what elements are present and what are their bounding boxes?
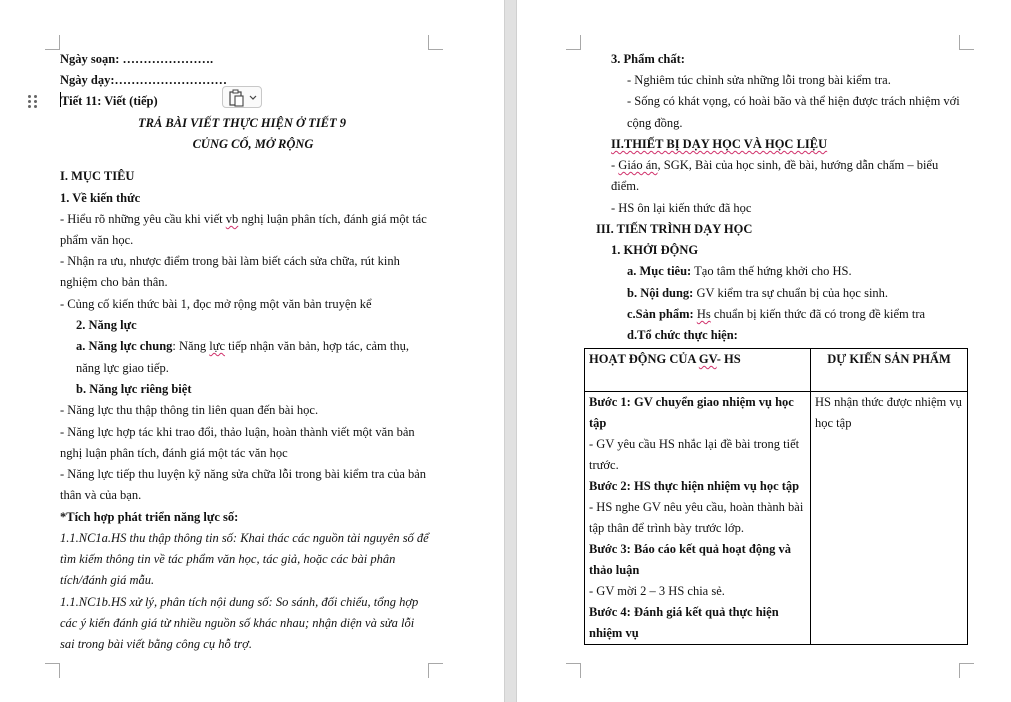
doc-title-2: CỦNG CỐ, MỞ RỘNG xyxy=(192,137,314,151)
product-text: HS nhận thức được nhiệm vụ học tập xyxy=(815,395,962,430)
margin-mark-bl xyxy=(45,663,60,678)
table-header-row xyxy=(585,349,968,392)
table-row xyxy=(585,392,968,645)
ngay-soan: Ngày soạn: …………………. xyxy=(60,52,214,66)
left-page[interactable] xyxy=(0,0,504,702)
step-4: Bước 4: Đánh giá kết quả thực hiện nhiệm vụ xyxy=(589,605,779,640)
margin-mark-br xyxy=(428,663,443,678)
text-line: cộng đồng. xyxy=(627,116,683,130)
paste-options-icon xyxy=(223,87,263,109)
heading-pham-chat: 3. Phẩm chất: xyxy=(611,52,685,66)
heading-nang-luc-rieng: b. Năng lực riêng biệt xyxy=(76,382,192,396)
margin-mark-tl xyxy=(45,35,60,50)
heading-muc-tieu: I. MỤC TIÊU xyxy=(60,169,135,183)
text-line: - Năng lực thu thập thông tin liên quan đến bài học. xyxy=(60,403,319,417)
text-line: nghiệm cho bản thân. xyxy=(60,275,168,289)
step-1: Bước 1: GV chuyển giao nhiệm vụ học tập xyxy=(589,395,794,430)
lesson-title: Tiết 11: Viết (tiếp) xyxy=(61,94,158,108)
text-line: - Hiểu rõ những yêu cầu khi viết vb nghị luận phân tích, đánh giá một tác xyxy=(60,212,427,226)
text-line: - Củng cố kiến thức bài 1, đọc mở rộng một văn bản truyện kể xyxy=(60,297,372,311)
text-line: sai trong bài viết bằng công cụ hỗ trợ. xyxy=(60,637,252,651)
text-line: a. Năng lực chung: Năng lực tiếp nhận văn bản, hợp tác, cảm thụ, xyxy=(76,339,409,353)
heading-khoi-dong: 1. KHỞI ĐỘNG xyxy=(611,243,699,257)
header-cell-product[interactable]: DỰ KIẾN SẢN PHẨM xyxy=(811,349,968,392)
text-line: tích/đánh giá mẫu. xyxy=(60,573,155,587)
header-cell-activity[interactable]: HOẠT ĐỘNG CỦA GV- HS xyxy=(585,349,811,392)
heading-tich-hop: *Tích hợp phát triển năng lực số: xyxy=(60,510,239,524)
ngay-day: Ngày dạy:……………………… xyxy=(60,73,228,87)
text-line: c.Sản phẩm: Hs chuẩn bị kiến thức đã có trong đề kiểm tra xyxy=(627,307,926,321)
heading-thiet-bi: II.THIẾT BỊ DẠY HỌC VÀ HỌC LIỆU xyxy=(611,137,828,151)
margin-mark-tr xyxy=(959,35,974,50)
paste-options-button[interactable] xyxy=(222,86,262,108)
step-2: Bước 2: HS thực hiện nhiệm vụ học tập xyxy=(589,479,800,493)
heading-to-chuc: d.Tổ chức thực hiện: xyxy=(627,328,738,342)
heading-tien-trinh: III. TIẾN TRÌNH DẠY HỌC xyxy=(596,222,753,236)
table-cell-product[interactable] xyxy=(811,392,968,645)
margin-mark-bl xyxy=(566,663,581,678)
text-line: - Năng lực hợp tác khi trao đổi, thảo luận, hoàn thành viết một văn bản xyxy=(60,425,415,439)
chevron-down-icon xyxy=(250,96,256,99)
text-line: - Sống có khát vọng, có hoài bão và thể hiện được trách nhiệm với xyxy=(627,94,960,108)
page-gap xyxy=(504,0,517,702)
heading-nang-luc: 2. Năng lực xyxy=(76,318,137,332)
text-line: b. Nội dung: GV kiểm tra sự chuẩn bị của học sinh. xyxy=(627,286,889,300)
step-2-text: - HS nghe GV nêu yêu cầu, hoàn thành bài tập thân để trình bày trước lớp. xyxy=(589,500,804,535)
text-line: - Nhận ra ưu, nhược điểm trong bài làm biết cách sửa chữa, rút kinh xyxy=(60,254,400,268)
text-line: điểm. xyxy=(611,179,640,193)
text-line: a. Mục tiêu: Tạo tâm thế hứng khởi cho HS. xyxy=(627,264,852,278)
table-cell-steps[interactable] xyxy=(585,392,811,645)
text-line: phẩm văn học. xyxy=(60,233,134,247)
step-3: Bước 3: Báo cáo kết quả hoạt động và thảo luận xyxy=(589,542,791,577)
margin-mark-tr xyxy=(428,35,443,50)
doc-title-1: TRẢ BÀI VIẾT THỰC HIỆN Ở TIẾT 9 xyxy=(138,116,346,130)
margin-mark-tl xyxy=(566,35,581,50)
text-line: - Năng lực tiếp thu luyện kỹ năng sửa chữa lỗi trong bài kiểm tra của bản xyxy=(60,467,427,481)
text-line: nghị luận phân tích, đánh giá một tác văn học xyxy=(60,446,288,460)
text-line: 1.1.NC1a.HS thu thập thông tin số: Khai thác các nguồn tài nguyên số để xyxy=(60,531,429,545)
text-line: 1.1.NC1b.HS xử lý, phân tích nội dung số: So sánh, đối chiếu, tổng hợp xyxy=(60,595,419,609)
text-line: thân và của bạn. xyxy=(60,488,142,502)
text-line: - Giáo án, SGK, Bài của học sinh, đề bài, hướng dẫn chấm – biểu xyxy=(611,158,939,172)
text-line: năng lực giao tiếp. xyxy=(76,361,169,375)
margin-mark-br xyxy=(959,663,974,678)
activity-table[interactable] xyxy=(584,348,968,645)
text-line: - HS ôn lại kiến thức đã học xyxy=(611,201,752,215)
text-line: tìm kiếm thông tin về tác phẩm văn học, tác giả, hoặc các bài phân xyxy=(60,552,396,566)
drag-handle-icon[interactable] xyxy=(28,94,38,110)
text-line: các ý kiến đánh giá từ nhiều nguồn số khác nhau; nhận diện và sửa lỗi xyxy=(60,616,415,630)
heading-kien-thuc: 1. Về kiến thức xyxy=(60,191,141,205)
step-3-text: - GV mời 2 – 3 HS chia sẻ. xyxy=(589,584,725,598)
step-1-text: - GV yêu cầu HS nhắc lại đề bài trong tiết trước. xyxy=(589,437,800,472)
text-line: - Nghiêm túc chỉnh sửa những lỗi trong bài kiểm tra. xyxy=(627,73,891,87)
